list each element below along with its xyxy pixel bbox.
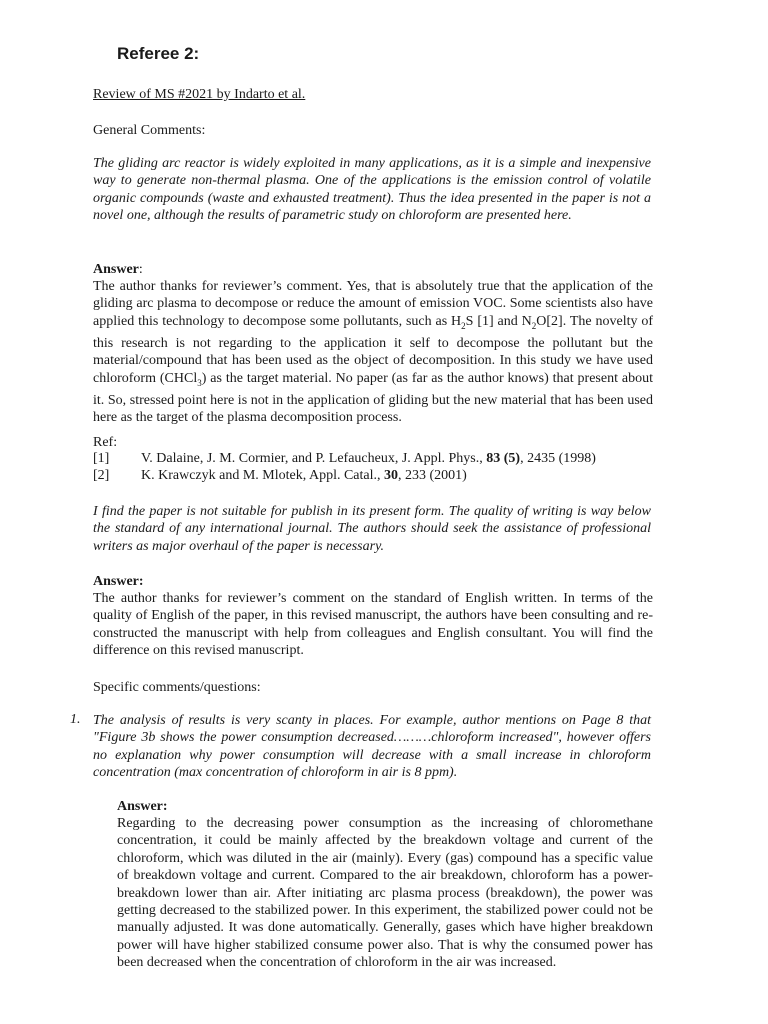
answer-1-part-d: ) as the target material. No paper (as far as the author knows) that present about it. So, stressed point here is not in the application of gliding but the new material that has been used here as the target of the plasma decomposition process. [93, 370, 653, 426]
reference-pages: , 233 (2001) [398, 468, 467, 483]
answer-label-colon: : [138, 262, 143, 277]
reference-number: [1] [93, 451, 110, 466]
subscript: 2 [461, 320, 466, 331]
author-answer-2: The author thanks for reviewer’s comment on the standard of English written. In terms of the quality of English of the paper, in this revised manuscript, the authors have been consulting and re-constructed the manuscript with help from colleagues and English consultant. You will find the difference on this revised manuscript. [93, 591, 653, 659]
reference-text [141, 468, 467, 484]
ref-label: Ref: [93, 435, 118, 450]
reference-pages: , 2435 (1998) [520, 451, 596, 466]
author-answer-3: Regarding to the decreasing power consumption as the increasing of chloromethane concentration, it could be mainly affected by the breakdown voltage and current of the chloroform, which was diluted in the air (mainly). Every (gas) compound has a specific value of breakdown voltage and current. Compared to the air breakdown, chloroform has a power-breakdown lower than air. After initiating arc plasma process (breakdown), the power was getting decreased to the stabilized power. In this experiment, the stabilized power could not be manually adjusted. It was done automatically. Generally, gases which have higher breakdown power will have higher stabilized consume power also. That is why the consumed power has been decreased when the concentration of chloroform in the air was increased. [117, 816, 653, 971]
item-number: 1. [70, 712, 81, 727]
subscript: 3 [197, 377, 202, 388]
reference-volume: 30 [384, 468, 399, 483]
answer-1-part-b: S [1] and N [465, 313, 532, 329]
reference-volume: 83 (5) [486, 451, 521, 466]
answer-3-label: Answer: [117, 799, 168, 814]
author-answer-1 [93, 278, 653, 427]
answer-1-label [93, 261, 143, 278]
answer-1-part-a: The author thanks for reviewer’s comment. Yes, that is absolutely true that the application of the gliding arc plasma to decompose or reduce the amount of emission VOC. Some scientists also have applied this technology to decompose some pollutants, such as H [93, 279, 653, 329]
referee-heading: Referee 2: [117, 44, 200, 63]
answer-1-part-c: O[2]. The novelty of this research is not regarding to the application it self to decompose the pollutant but the material/compound that has been used as the object of decomposition. In this study we have used chloroform (CHCl [93, 313, 654, 386]
general-comments-label: General Comments: [93, 123, 206, 138]
reviewer-comment-2: I find the paper is not suitable for publish in its present form. The quality of writing is way below the standard of any international journal. The authors should seek the assistance of professional writers as major overhaul of the paper is necessary. [93, 504, 651, 554]
reviewer-comment-3: The analysis of results is very scanty in places. For example, author mentions on Page 8 that "Figure 3b shows the power consumption decreased………chloroform increased", however offers no explanation why power consumption will decrease with a small increase in chloroform concentration (max concentration of chloroform in air is 8 ppm). [93, 713, 651, 781]
reference-authors: V. Dalaine, J. M. Cormier, and P. Lefaucheux, J. Appl. Phys., [141, 451, 487, 466]
review-title: Review of MS #2021 by Indarto et al. [93, 87, 306, 102]
reference-number: [2] [93, 468, 110, 483]
reviewer-comment-1: The gliding arc reactor is widely exploited in many applications, as it is a simple and inexpensive way to generate non-thermal plasma. One of the applications is the emission control of volatile organic compounds (waste and exhausted treatment). Thus the idea presented in the paper is not a novel one, although the results of parametric study on chloroform are presented here. [93, 156, 651, 224]
subscript: 2 [531, 320, 537, 331]
reference-text [141, 451, 596, 467]
specific-comments-label: Specific comments/questions: [93, 680, 261, 695]
answer-label-text: Answer [93, 262, 139, 277]
reference-authors: K. Krawczyk and M. Mlotek, Appl. Catal., [141, 468, 385, 483]
answer-2-label: Answer: [93, 574, 144, 589]
